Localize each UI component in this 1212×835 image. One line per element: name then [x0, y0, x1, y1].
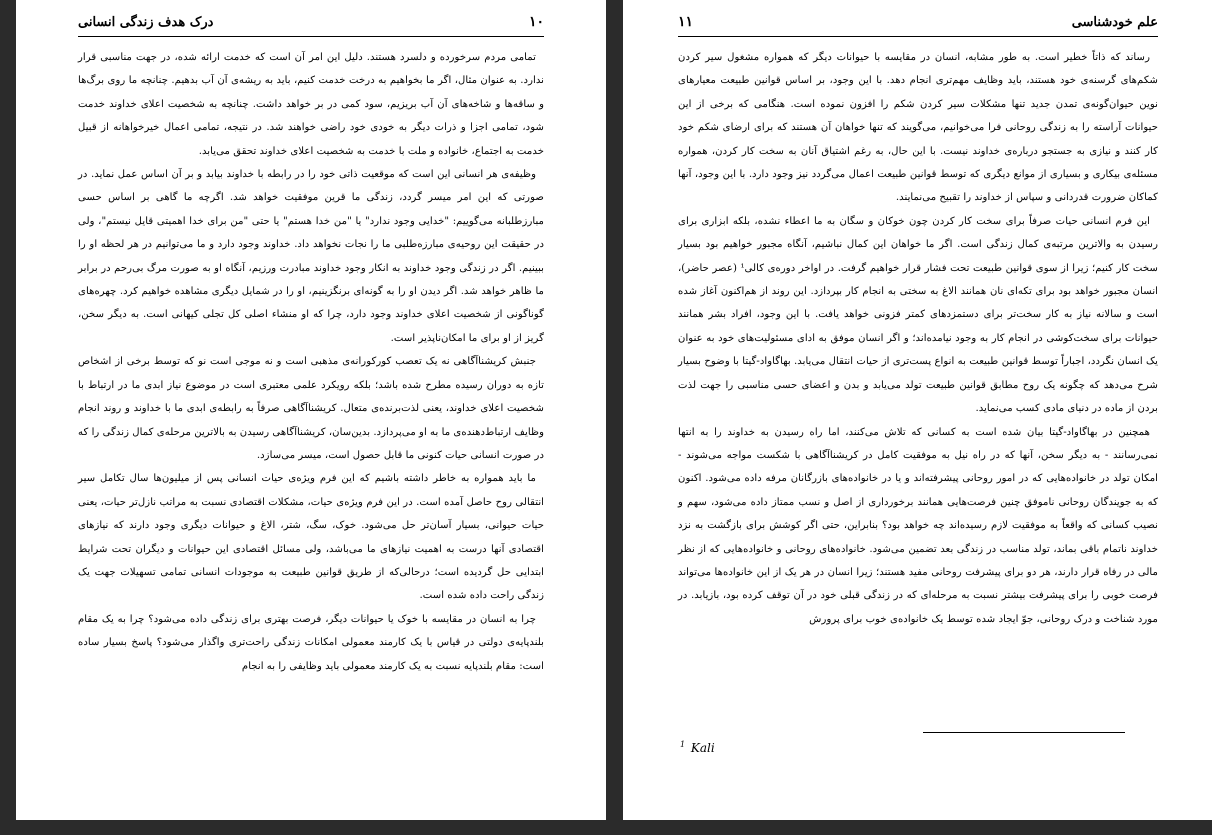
- paragraph: این فرم انسانی حیات صرفاً برای سخت کار کردن چون خوکان و سگان به ما اعطاء نشده، بلکه ابزاری برای رسیدن به والاترین مرتبه‌ی کمال زندگی است. اگر ما خواهان این کمال نباشیم، آنگاه مجبور خواهیم بود بسیار سخت کار کنیم؛ زیرا از سوی قوانین طبیعت تحت فشار قرار خواهیم گرفت. در اواخر دوره‌ی کالی¹ (عصر حاضر)، انسان مجبور خواهد بود برای تکه‌ای نان همانند الاغ به سختی به انجام کار بپردازد. این روند از هم‌اکنون آغاز شده است و سالانه نیاز به کار سخت‌تر برای دستمزدهای کمتر فزونی خواهد یافت. با این وجود، افراد بشر همانند حیوانات برای سخت‌کوشی در انجام کار به وجود نیامده‌اند؛ و اگر انسان موفق به ادای مسئولیت‌های خود به عنوان یک انسان نگردد، اجباراً توسط قوانین طبیعت به انواع پست‌تری از حیات انتقال می‌یابد. بهاگاواد-گیتا با وضوح بسیار شرح می‌دهد که چگونه یک روح مطابق قوانین طبیعت تولد می‌یابد و بدن و اعضای حسی مناسبی را جهت لذت بردن از ماده در دنیای مادی کسب می‌نماید.: [678, 215, 1158, 415]
- page-body: [78, 46, 544, 678]
- page-11: [623, 0, 1212, 820]
- running-header-title: علم خودشناسی: [1071, 15, 1158, 30]
- paragraph: جنبش کریشناآگاهی نه یک تعصب کورکورانه‌ی مذهبی است و نه موجی است نو که توسط برخی از اشخاص تازه به دوران رسیده مطرح شده باشد؛ بلکه رویکرد علمی معتبری است در موضوع نیاز ابدی ما در ارتباط با شخصیت اعلای خداوند، یعنی لذت‌برنده‌ی متعال. کریشناآگاهی صرفاً به رابطه‌ی ابدی ما با خداوند و روند انجام وظایف ارتباط‌دهنده‌ی ما به او می‌پردازد. بدین‌سان، کریشناآگاهی رسیدن به بالاترین مرحله‌ی کمال زندگی را که در صورت انسانی حیات کنونی ما قابل حصول است، میسر می‌سازد.: [78, 356, 544, 461]
- page-number: ۱۰: [528, 14, 544, 30]
- running-header-title: درک هدف زندگی انسانی: [78, 15, 214, 30]
- footnote: [680, 740, 715, 755]
- footnote-divider: [923, 732, 1125, 733]
- page-10: [16, 0, 606, 820]
- page-header: [78, 14, 544, 37]
- footnote-marker: 1: [680, 740, 686, 749]
- paragraph: وظیفه‌ی هر انسانی این است که موقعیت ذاتی خود را در رابطه با خداوند بیابد و بر آن اساس عمل نماید. در صورتی که این امر میسر گردد، زندگی ما قرین موفقیت خواهد شد. اگرچه ما گاهی بر اساس حسی مبارزطلبانه می‌گوییم: "خدایی وجود ندارد" یا "من خدا هستم" یا حتی "من برای خدا اهمیتی قایل نیستم"، ولی در حقیقت این روحیه‌ی مبارزه‌طلبی ما را نجات نخواهد داد. خداوند وجود دارد و ما می‌توانیم در هر لحظه او را ببینیم. اگر در زندگی وجود خداوند به انکار وجود خداوند مبادرت ورزیم، آنگاه او به صورت مرگ بی‌رحم در برابر ما ظاهر خواهد شد. اگر دیدن او را به گونه‌ای برنگزینیم، او را در شمایل دیگری مشاهده خواهیم کرد. چهره‌های گوناگونی از شخصیت اعلای خداوند وجود دارد، چرا که او منشاء اصلی کل تجلی کیهانی است. به دیگر سخن، گریز از او برای ما امکان‌ناپذیر است.: [78, 169, 544, 344]
- paragraph: رساند که ذاتاً خطیر است. به طور مشابه، انسان در مقایسه با حیوانات دیگر که همواره مشغول سیر کردن شکم‌های گرسنه‌ی خود هستند، باید وظایف مهم‌تری انجام دهد. با این وجود، بر اساس قوانین طبیعت معیارهای نوین حیوان‌گونه‌ی تمدن جدید تنها مشکلات سیر کردن شکم را افزون نموده است. هنگامی که برخی از این حیوانات آراسته را به زندگی روحانی فرا می‌خوانیم، می‌گویند که تنها خواهان آن هستند که برای ارضای شکم خود کار کنند و نیازی به جستجو درباره‌ی خداوند نیست. با این حال، به رغم اشتیاق آنان به سخت کار کردن، همواره مسئله‌ی بیکاری و بسیاری از موانع دیگری که توسط قوانین طبیعت اعمال می‌گردد نیز وجود دارد. با این وجود، آنها کماکان ضرورت قدردانی و سپاس از خداوند را تقبیح می‌نمایند.: [678, 52, 1158, 204]
- page-header: [678, 14, 1158, 37]
- paragraph: همچنین در بهاگاواد-گیتا بیان شده است به کسانی که تلاش می‌کنند، اما راه رسیدن به خداوند را به انتها نمی‌رسانند - به دیگر سخن، آنها که در راه نیل به موفقیت کامل در کریشناآگاهی با شکست مواجه می‌شوند - امکان تولد در خانواده‌هایی که در امور روحانی پیشرفته‌اند و یا در خانواده‌های بازرگانان مرفه داده می‌شود. اکنون که به جویندگان روحانی ناموفق چنین فرصت‌هایی همانند برخورداری از اصل و نسب ممتاز داده می‌شود، سهم و نصیب کسانی که واقعاً به موفقیت لازم رسیده‌اند چه خواهد بود؟ بنابراین، حتی اگر کوشش برای بازگشت به نزد خداوند ناتمام باقی بماند، تولد مناسب در زندگی بعد تضمین می‌شود. خانواده‌های روحانی و خانواده‌هایی که از نظر مالی در رفاه قرار دارند، هر دو برای پیشرفت روحانی مفید هستند؛ زیرا انسان در هر یک از این خانواده‌ها می‌تواند فرصت خوبی را برای پیشرفت بیشتر نسبت به مرحله‌ای که در زندگی قبلی خود در آن توقف کرده بود، بازیابد. در مورد شناخت و درک روحانی، جوّ ایجاد شده توسط یک خانواده‌ی خوب برای پرورش: [678, 426, 1158, 625]
- paragraph: تمامی مردم سرخورده و دلسرد هستند. دلیل این امر آن است که خدمت ارائه شده، در جهت مناسبی قرار ندارد. به عنوان مثال، اگر ما بخواهیم به درخت خدمت کنیم، باید به ریشه‌ی آن آب بدهیم. چنانچه ما روی برگ‌ها و ساقه‌ها و شاخه‌های آن آب بریزیم، سود کمی در بر خواهد داشت. چنانچه به شخصیت اعلای خداوند خدمت شود، تمامی اجزا و ذرات دیگر به خودی خود راضی خواهند شد. در نتیجه، تمامی اعمال خیرخواهانه از قبیل خدمت به اجتماع، خانواده و ملت با خدمت به شخصیت اعلای خداوند تحقق می‌یابد.: [78, 52, 544, 157]
- footnote-text: Kali: [690, 741, 715, 755]
- page-number: ۱۱: [678, 14, 694, 30]
- page-body: [678, 46, 1158, 631]
- paragraph: چرا به انسان در مقایسه با خوک یا حیوانات دیگر، فرصت بهتری برای زندگی داده می‌شود؟ چرا به یک مقام بلندپایه‌ی دولتی در قیاس با یک کارمند معمولی امکانات زندگی راحت‌تری واگذار می‌شود؟ پاسخ بسیار ساده است: مقام بلندپایه نسبت به یک کارمند معمولی باید وظایفی را به انجام: [78, 613, 544, 672]
- paragraph: ما باید همواره به خاطر داشته باشیم که این فرم ویژه‌ی حیات انسانی پس از میلیون‌ها سال تکامل سیر انتقالی روح حاصل آمده است. در این فرم ویژه‌ی حیات، مشکلات اقتصادی نسبت به مراتب نازل‌تر حیات، یعنی حیات حیوانی، بسیار آسان‌تر حل می‌شود. خوک، سگ، شتر، الاغ و حیوانات دیگری وجود دارند که نیازهای اقتصادی آنها درست به اهمیت نیازهای ما می‌باشد، ولی مسائل اقتصادی این حیوانات و دیگران تحت شرایط ابتدایی حل گردیده است؛ درحالی‌که از طریق قوانین طبیعت به موجودات انسانی تمامی تسهیلات جهت یک زندگی راحت داده شده است.: [78, 473, 544, 602]
